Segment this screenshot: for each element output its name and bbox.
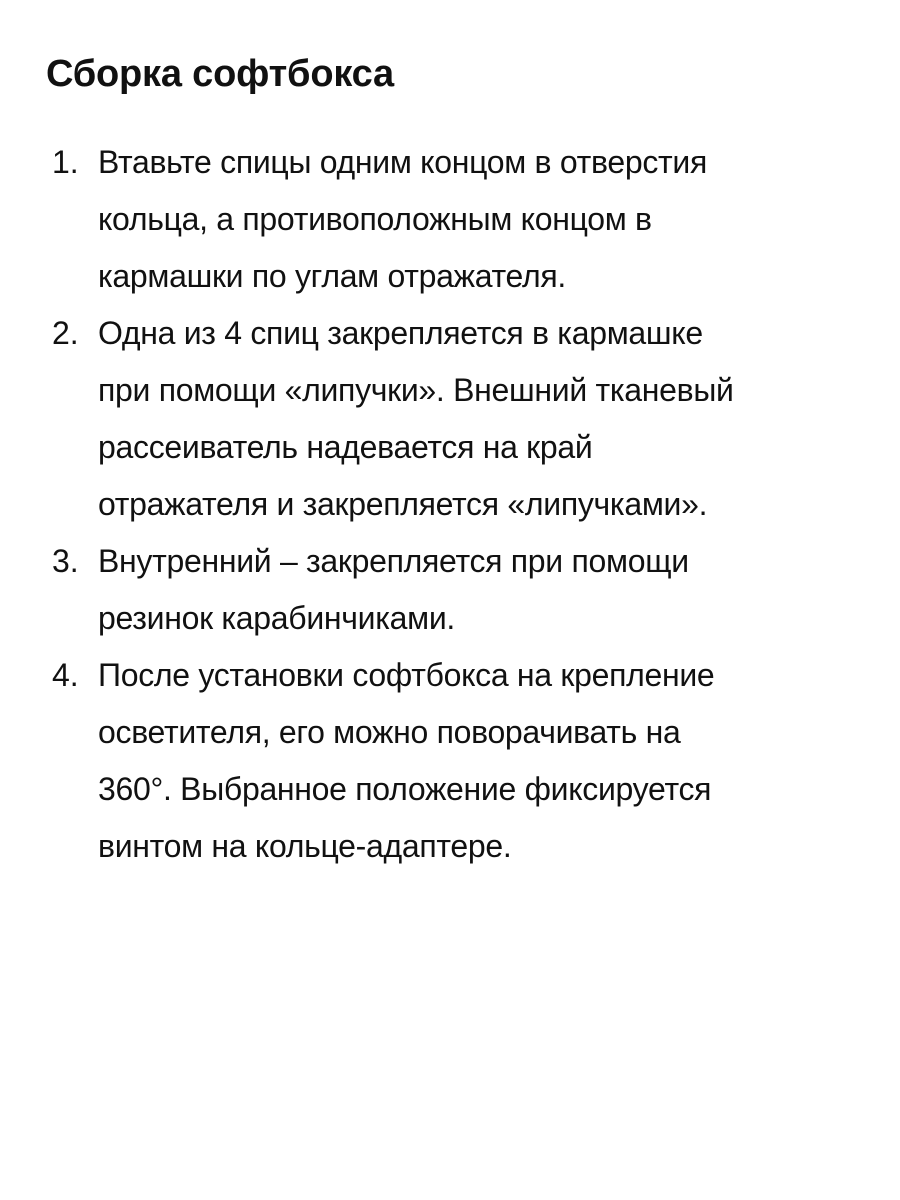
step-2 bbox=[52, 305, 872, 533]
step-line: осветителя, его можно поворачивать на bbox=[98, 714, 681, 750]
page-title: Сборка софтбокса bbox=[46, 53, 394, 95]
step-number: 1. bbox=[52, 144, 79, 180]
assembly-steps-list bbox=[52, 134, 872, 875]
step-line: резинок карабинчиками. bbox=[98, 600, 455, 636]
step-text bbox=[98, 647, 872, 875]
step-3 bbox=[52, 533, 872, 647]
step-4 bbox=[52, 647, 872, 875]
step-line: кармашки по углам отражателя. bbox=[98, 258, 566, 294]
step-text bbox=[98, 533, 872, 647]
step-line: рассеиватель надевается на край bbox=[98, 429, 593, 465]
step-line: при помощи «липучки». Внешний тканевый bbox=[98, 372, 734, 408]
step-text bbox=[98, 134, 872, 305]
step-line: Втавьте спицы одним концом в отверстия bbox=[98, 144, 707, 180]
step-line: Внутренний – закрепляется при помощи bbox=[98, 543, 689, 579]
step-line: отражателя и закрепляется «липучками». bbox=[98, 486, 708, 522]
step-line: 360°. Выбранное положение фиксируется bbox=[98, 771, 712, 807]
step-number: 3. bbox=[52, 543, 79, 579]
step-number: 4. bbox=[52, 657, 79, 693]
step-1 bbox=[52, 134, 872, 305]
step-line: кольца, а противоположным концом в bbox=[98, 201, 652, 237]
step-line: Одна из 4 спиц закрепляется в кармашке bbox=[98, 315, 703, 351]
step-number: 2. bbox=[52, 315, 79, 351]
step-line: винтом на кольце-адаптере. bbox=[98, 828, 512, 864]
step-text bbox=[98, 305, 872, 533]
step-line: После установки софтбокса на крепление bbox=[98, 657, 715, 693]
